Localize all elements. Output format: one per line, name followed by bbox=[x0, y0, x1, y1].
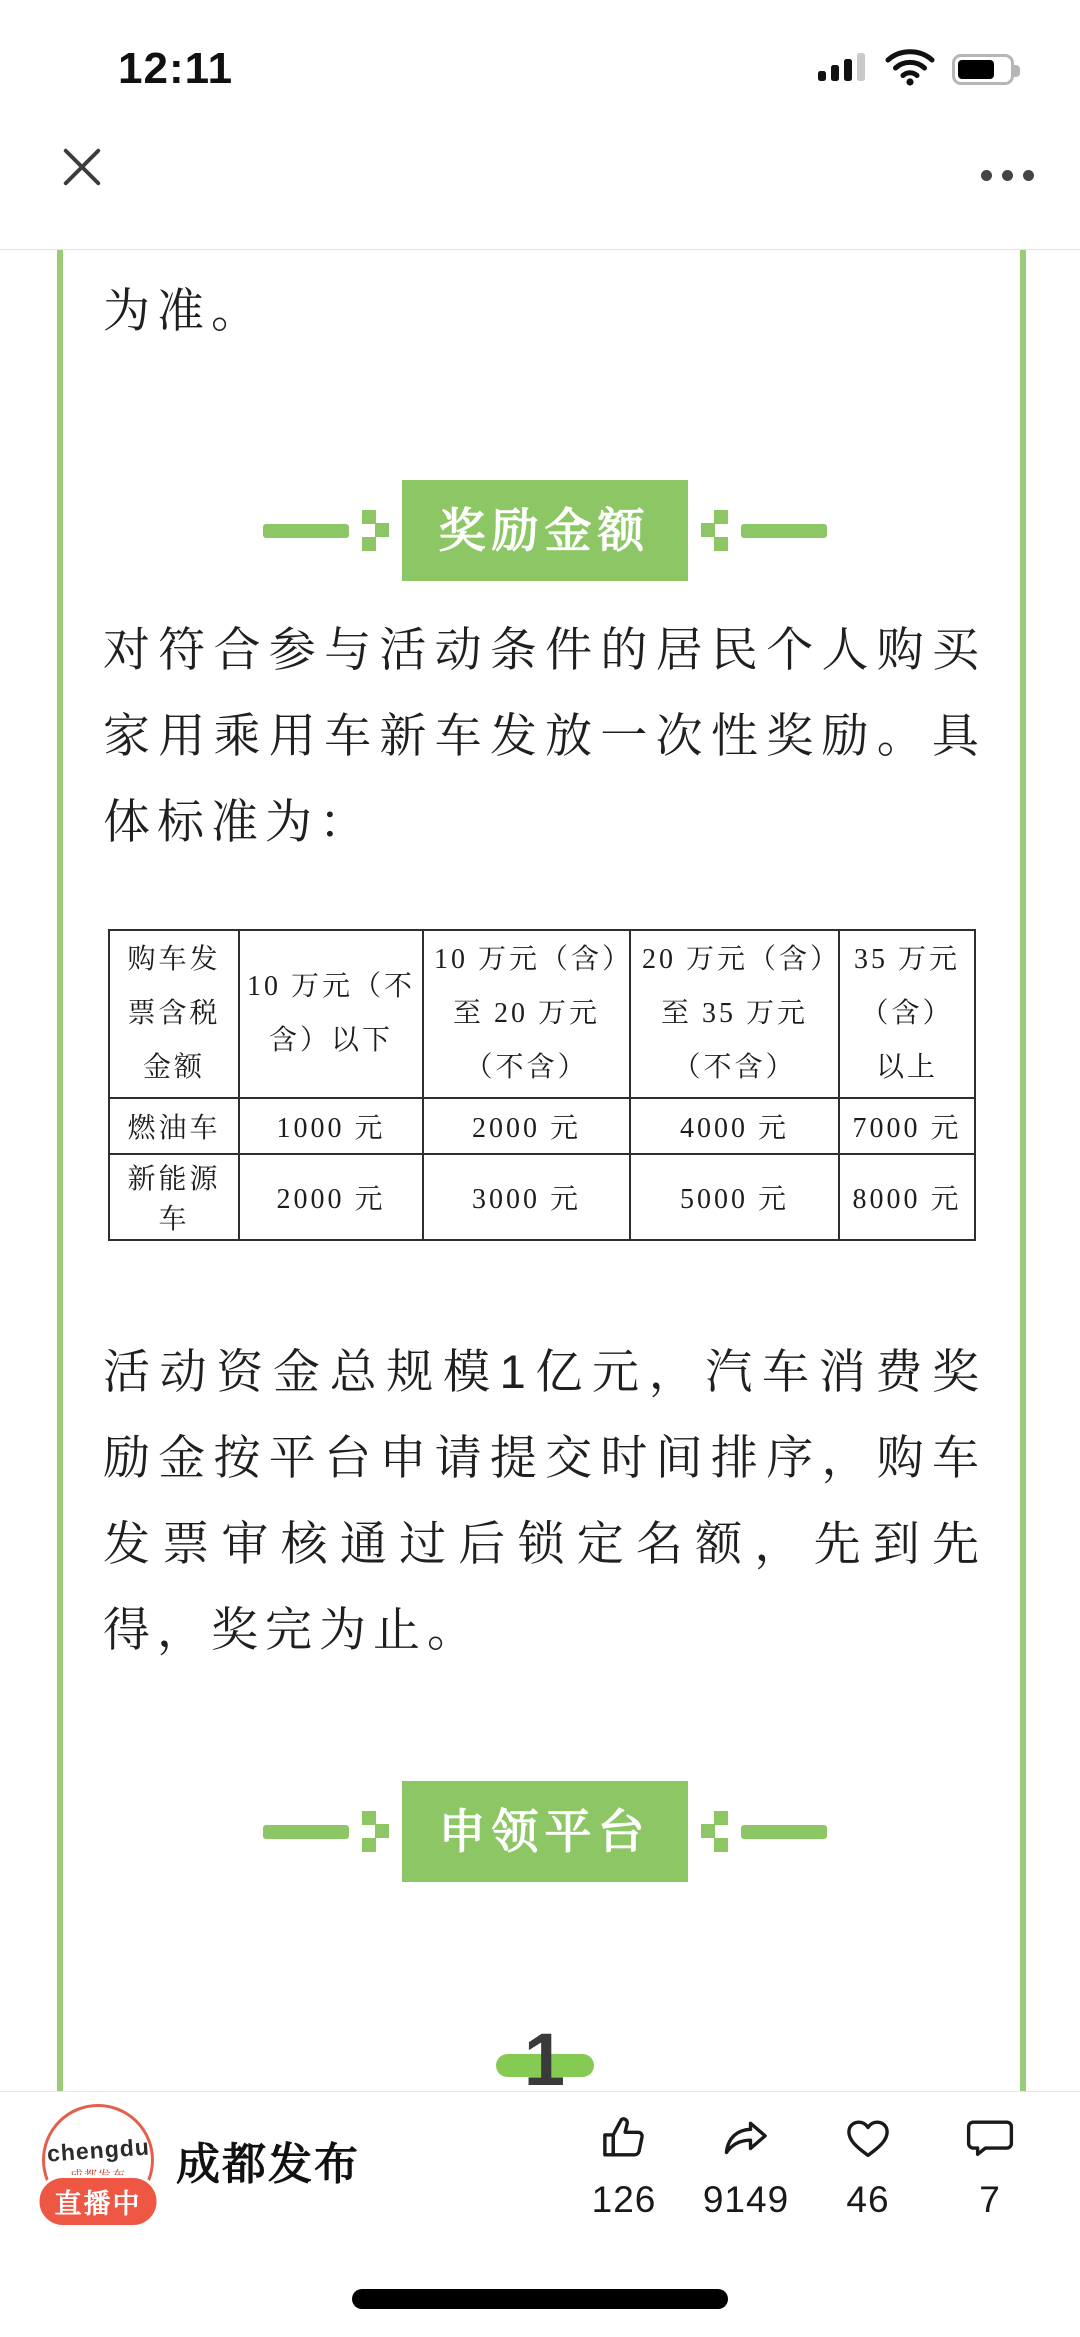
page-number-digit: 1 bbox=[523, 2018, 566, 2091]
thumbs-up-icon bbox=[597, 2112, 651, 2166]
table-header-cell: 35 万元（含）以上 bbox=[839, 930, 975, 1098]
decor-dash-icon bbox=[263, 1825, 349, 1839]
table-header-cell: 10 万元（不含）以下 bbox=[239, 930, 423, 1098]
bottom-bar bbox=[0, 2091, 1080, 2337]
table-row bbox=[109, 1098, 975, 1154]
logo-text: chengdu bbox=[45, 2132, 151, 2167]
table-header-cell: 20 万元（含）至 35 万元（不含） bbox=[630, 930, 839, 1098]
section-title-apply-platform: 申领平台 bbox=[402, 1781, 688, 1882]
table-cell: 7000 元 bbox=[839, 1098, 975, 1154]
home-indicator[interactable] bbox=[352, 2289, 728, 2309]
table-cell: 2000 元 bbox=[423, 1098, 630, 1154]
article-content bbox=[57, 250, 1026, 2091]
share-count: 9149 bbox=[702, 2179, 790, 2220]
intro-fragment-text: 为准。 bbox=[103, 284, 265, 337]
share-arrow-icon bbox=[719, 2112, 773, 2166]
favorite-count: 46 bbox=[846, 2179, 890, 2220]
decor-dash-icon bbox=[263, 524, 349, 538]
comment-button[interactable] bbox=[948, 2112, 1032, 2221]
decor-squares-icon bbox=[362, 1811, 389, 1852]
row-label: 新能源车 bbox=[109, 1154, 239, 1240]
section-header-reward-amount bbox=[103, 480, 986, 581]
clock: 12:11 bbox=[118, 44, 234, 93]
action-bar bbox=[582, 2112, 1032, 2221]
account-name[interactable]: 成都发布 bbox=[176, 2140, 360, 2189]
table-header-cell: 购车发票含税金额 bbox=[109, 930, 239, 1098]
fund-scale-paragraph: 活动资金总规模1亿元，汽车消费奖励金按平台申请提交时间排序，购车发票审核通过后锁定名额，先到先得，奖完为止。 bbox=[103, 1345, 986, 1656]
comment-bubble-icon bbox=[963, 2112, 1017, 2166]
share-button[interactable] bbox=[704, 2112, 788, 2221]
decor-dash-icon bbox=[741, 1825, 827, 1839]
favorite-button[interactable] bbox=[826, 2112, 910, 2221]
cellular-signal-icon bbox=[816, 51, 868, 88]
more-menu-icon[interactable] bbox=[981, 160, 1034, 190]
table-row bbox=[109, 1154, 975, 1240]
reward-table bbox=[108, 929, 976, 1241]
table-cell: 1000 元 bbox=[239, 1098, 423, 1154]
table-cell: 5000 元 bbox=[630, 1154, 839, 1240]
page-number bbox=[103, 2020, 986, 2091]
decor-squares-icon bbox=[701, 510, 728, 551]
section-title-reward-amount: 奖励金额 bbox=[402, 480, 688, 581]
decor-squares-icon bbox=[701, 1811, 728, 1852]
battery-icon bbox=[952, 54, 1014, 85]
wifi-icon bbox=[885, 48, 935, 91]
close-icon[interactable] bbox=[50, 136, 114, 200]
status-bar bbox=[0, 0, 1080, 100]
like-button[interactable] bbox=[582, 2112, 666, 2221]
table-cell: 8000 元 bbox=[839, 1154, 975, 1240]
live-badge[interactable]: 直播中 bbox=[37, 2175, 160, 2228]
table-cell: 4000 元 bbox=[630, 1098, 839, 1154]
nav-bar bbox=[0, 100, 1080, 250]
decor-dash-icon bbox=[741, 524, 827, 538]
table-cell: 3000 元 bbox=[423, 1154, 630, 1240]
table-header-row bbox=[109, 930, 975, 1098]
comment-count: 7 bbox=[979, 2179, 1001, 2220]
table-cell: 2000 元 bbox=[239, 1154, 423, 1240]
heart-icon bbox=[841, 2112, 895, 2166]
row-label: 燃油车 bbox=[109, 1098, 239, 1154]
account-logo[interactable] bbox=[42, 2104, 154, 2219]
status-icons bbox=[816, 48, 1014, 91]
like-count: 126 bbox=[591, 2179, 657, 2220]
section-header-apply-platform bbox=[103, 1781, 986, 1882]
reward-intro-paragraph: 对符合参与活动条件的居民个人购买家用乘用车新车发放一次性奖励。具体标准为： bbox=[103, 623, 986, 848]
official-account[interactable] bbox=[42, 2104, 360, 2219]
table-header-cell: 10 万元（含）至 20 万元（不含） bbox=[423, 930, 630, 1098]
decor-squares-icon bbox=[362, 510, 389, 551]
